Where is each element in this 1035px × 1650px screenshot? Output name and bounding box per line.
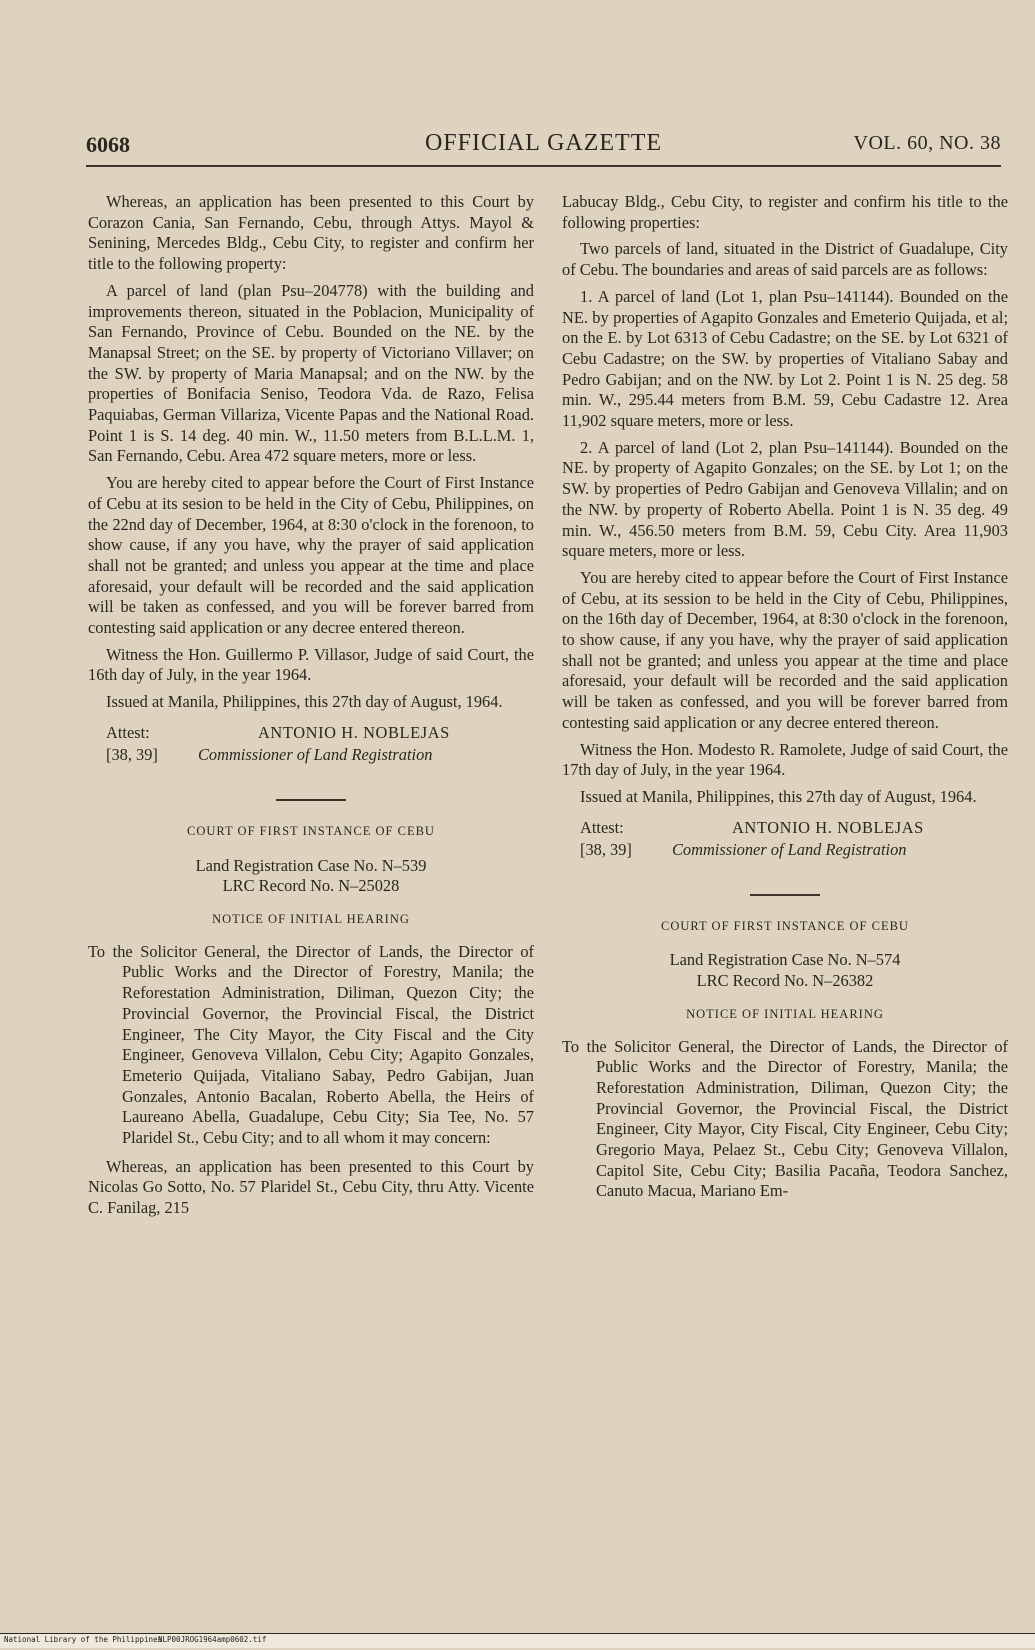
paragraph: Labucay Bldg., Cebu City, to register and confirm his title to the following properties:	[562, 192, 1008, 232]
paragraph: You are hereby cited to appear before the Court of First Instance of Cebu, at its session to be held in the City of Cebu, Philippines, on the 16th day of December, 1964, at 8:30 o'clock in the forenoon, to show cause, if any you have, why the prayer of said application shall not be granted; and unless you appear at the time and place aforesaid, your default will be recorded and the said application will be taken as confessed, and you will be forever barred from contesting said application or any decree entered thereon.	[562, 567, 1008, 732]
publication-title: OFFICIAL GAZETTE	[424, 130, 663, 156]
attest-label: Attest:	[580, 817, 624, 837]
notice-heading: NOTICE OF INITIAL HEARING	[686, 1006, 884, 1021]
case-number: Land Registration Case No. N–539	[195, 855, 427, 875]
attest-name: ANTONIO H. NOBLEJAS	[258, 722, 450, 742]
paragraph: Witness the Hon. Guillermo P. Villasor, Judge of said Court, the 16th day of July, in the year 1964.	[88, 644, 534, 685]
header-rule	[86, 165, 1001, 167]
left-column	[88, 192, 534, 1225]
case-number: Land Registration Case No. N–574	[669, 950, 901, 970]
attestation	[88, 723, 534, 767]
record-number: LRC Record No. N–25028	[222, 876, 400, 896]
attest-title: Commissioner of Land Registration	[198, 744, 433, 764]
paragraph: Witness the Hon. Modesto R. Ramolete, Judge of said Court, the 17th day of July, in the year 1964.	[562, 739, 1008, 780]
record-number: LRC Record No. N–26382	[696, 971, 874, 991]
page-number: 6068	[86, 132, 130, 157]
attestation	[562, 818, 1008, 862]
paragraph: Issued at Manila, Philippines, this 27th day of August, 1964.	[106, 692, 503, 712]
attest-name: ANTONIO H. NOBLEJAS	[732, 817, 924, 837]
court-heading: COURT OF FIRST INSTANCE OF CEBU	[187, 823, 435, 838]
paragraph: A parcel of land (plan Psu–204778) with the building and improvements thereon, situated in the Poblacion, Municipality of San Fernando, Province of Cebu. Bounded on the NE. by the Manapsal Street; on the SE. by property of Victoriano Villaver; on the SW. by property of Maria Manapsal; and on the NW. by the properties of Bonifacia Seniso, Teodora Vda. de Razo, Felisa Paquiabas, German Villariza, Vicente Papas and the National Road. Point 1 is S. 14 deg. 40 min. W., 11.50 meters from B.L.L.M. 1, San Fernando, Cebu. Area 472 square meters, more or less.	[88, 280, 534, 466]
address-block: To the Solicitor General, the Director of Lands, the Director of Public Works and the Director of Forestry, Manila; the Reforestation Administration, Diliman, Quezon City; the Provincial Governor, the Provincial Fiscal, the District Engineer, The City Mayor, the City Fiscal and the City Engineer, Genoveva Villalon, Cebu City; Agapito Gonzales, Emeterio Quijada, Vitaliano Sabay, Pedro Gabijan, Juan Gonzales, Antonio Bacalan, Roberto Abella, the Heirs of Laureano Abella, Guadalupe, Cebu City; Sia Tee, No. 57 Plaridel St., Cebu City; and to all whom it may concern:	[88, 941, 534, 1148]
page-header	[86, 128, 1001, 168]
notice-heading: NOTICE OF INITIAL HEARING	[212, 911, 410, 926]
paragraph: You are hereby cited to appear before the Court of First Instance of Cebu at its sesion to be held in the City of Cebu, Philippines, on the 22nd day of December, 1964, at 8:30 o'clock in the forenoon, to show cause, if any you have, why the prayer of said application shall not be granted; and unless you appear at the time and place aforesaid, your default will be recorded and the said application will be taken as confessed, and you will be forever barred from contesting said application or any decree entered thereon.	[88, 473, 534, 638]
section-divider	[276, 799, 346, 801]
court-heading: COURT OF FIRST INSTANCE OF CEBU	[661, 918, 909, 933]
attest-ref: [38, 39]	[106, 744, 158, 764]
address-block: To the Solicitor General, the Director of Lands, the Director of Public Works and the Director of Forestry, Manila; the Reforestation Administration, Diliman, Quezon City; the Provincial Governor, the Provincial Fiscal, the District Engineer, City Mayor, City Fiscal, City Engineer, Cebu City; Gregorio Maya, Pelaez St., Cebu City; Genoveva Villalon, Capitol Site, Cebu City; Basilia Pacaña, Teodora Sanchez, Canuto Macua, Mariano Em-	[562, 1036, 1008, 1201]
attest-label: Attest:	[106, 722, 150, 742]
attest-ref: [38, 39]	[580, 839, 632, 859]
scan-footer	[0, 1633, 1035, 1648]
paragraph: Two parcels of land, situated in the District of Guadalupe, City of Cebu. The boundaries and areas of said parcels are as follows:	[562, 239, 1008, 280]
volume-number: VOL. 60, NO. 38	[853, 132, 1001, 154]
section-divider	[750, 894, 820, 896]
paragraph: Whereas, an application has been presented to this Court by Corazon Cania, San Fernando, Cebu, through Attys. Mayol & Senining, Mercedes Bldg., Cebu City, to register and confirm her title to the following property:	[88, 192, 534, 274]
paragraph: 1. A parcel of land (Lot 1, plan Psu–141144). Bounded on the NE. by properties of Agapito Gonzales and Emeterio Quijada, et al; on the E. by Lot 6313 of Cebu Cadastre; on the SE. by Lot 6321 of Cebu Cadastre; on the SW. by properties of Vitaliano Sabay and Pedro Gabijan; and on the NW. by Lot 2. Point 1 is N. 25 deg. 58 min. W., 295.44 meters from B.M. 59, Cebu Cadastre 12. Area 11,902 square meters, more or less.	[562, 286, 1008, 431]
attest-title: Commissioner of Land Registration	[672, 839, 907, 859]
paragraph: Issued at Manila, Philippines, this 27th day of August, 1964.	[580, 786, 977, 806]
library-credit: National Library of the Philippines	[4, 1635, 163, 1644]
paragraph: Whereas, an application has been presented to this Court by Nicolas Go Sotto, No. 57 Plaridel St., Cebu City, thru Atty. Vicente C. Fanilag, 215	[88, 1156, 534, 1218]
right-column	[562, 192, 1008, 1210]
paragraph: 2. A parcel of land (Lot 2, plan Psu–141144). Bounded on the NE. by property of Agapito Gonzales; on the SE. by Lot 1; on the SW. by properties of Pedro Gabijan and Genoveva Villalin; and on the NW. by property of Roberto Abella. Point 1 is N. 35 deg. 49 min. W., 456.50 meters from B.M. 59, Cebu City. Area 11,903 square meters, more or less.	[562, 437, 1008, 561]
file-name: NLP00JROG1964amp0602.tif	[158, 1635, 267, 1644]
